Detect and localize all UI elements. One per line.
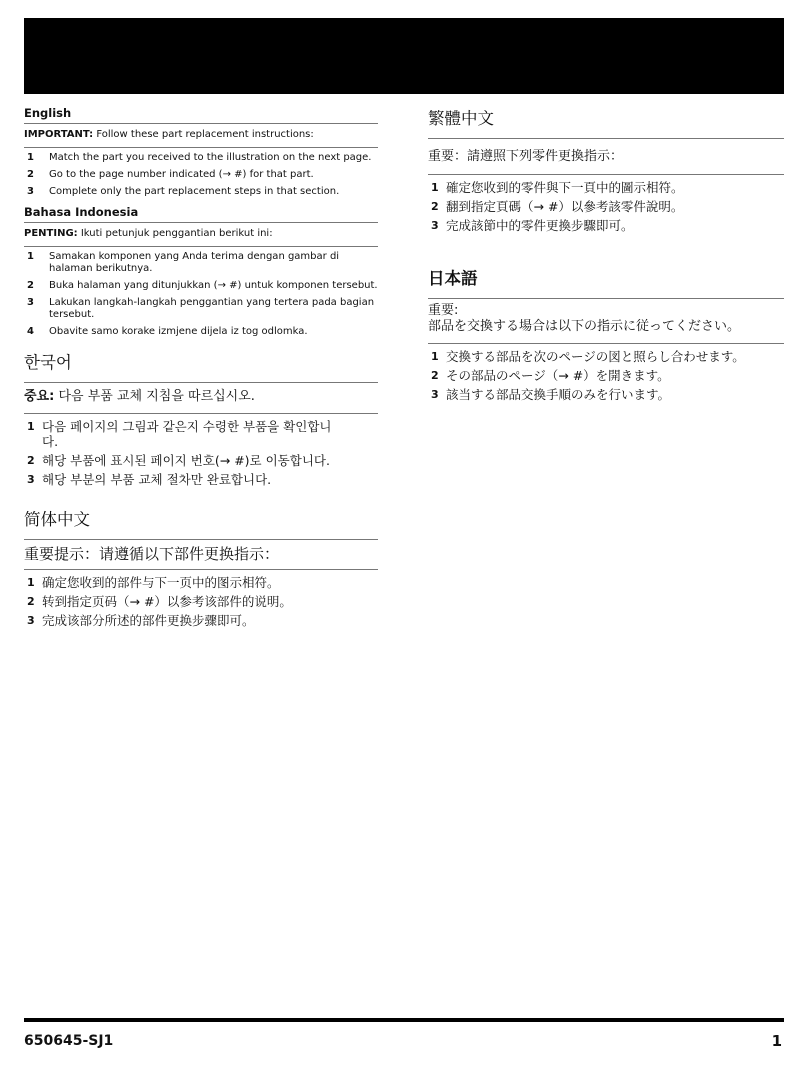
step-text: Samakan komponen yang Anda terima dengan gambar di halaman berikutnya.	[49, 251, 340, 274]
important-text: 部品を交換する場合は以下の指示に従ってください。	[428, 319, 741, 334]
important-notice: 重要提示：请遵循以下部件更换指示：	[24, 540, 378, 570]
right-column	[428, 104, 784, 421]
important-notice	[24, 383, 378, 414]
step-item	[24, 152, 378, 164]
step-item	[24, 186, 378, 198]
step-number: 1	[431, 181, 439, 194]
section-simplified-chinese	[24, 505, 378, 629]
left-column	[24, 104, 378, 647]
step-item	[428, 368, 784, 384]
section-heading: 日本語	[428, 264, 784, 299]
steps-list	[24, 251, 378, 338]
section-english	[24, 104, 378, 198]
step-text: 確定您收到的零件與下一頁中的圖示相符。	[446, 180, 684, 195]
step-text: 該当する部品交換手順のみを行います。	[446, 387, 671, 402]
step-item	[24, 419, 378, 449]
step-item	[24, 280, 378, 292]
step-number: 3	[27, 473, 35, 486]
step-item	[428, 218, 784, 234]
step-item	[24, 297, 378, 321]
section-japanese	[428, 264, 784, 403]
step-number: 1	[27, 420, 35, 433]
important-label: 중요:	[24, 389, 55, 404]
step-text: 确定您收到的部件与下一页中的图示相符。	[42, 575, 280, 590]
step-item	[24, 575, 378, 591]
footer-rule	[24, 1018, 784, 1022]
header-banner	[24, 18, 784, 94]
section-heading: 简体中文	[24, 505, 378, 540]
step-text: 交換する部品を次のページの図と照らし合わせます。	[446, 349, 745, 364]
section-indonesian	[24, 203, 378, 338]
step-item	[24, 169, 378, 181]
step-number: 3	[27, 614, 35, 627]
step-number: 2	[431, 369, 439, 382]
step-number: 3	[431, 388, 439, 401]
step-number: 2	[27, 280, 34, 291]
step-number: 1	[27, 251, 34, 262]
step-item	[24, 326, 378, 338]
document-id: 650645-SJ1	[24, 1033, 114, 1049]
step-item	[24, 251, 378, 275]
important-text: 다음 부품 교체 지침을 따르십시오.	[54, 389, 255, 404]
important-text: Follow these part replacement instructions:	[93, 129, 314, 140]
step-text: 完成该部分所述的部件更换步骤即可。	[42, 613, 255, 628]
important-notice	[24, 124, 378, 148]
steps-list	[428, 180, 784, 234]
step-text: 转到指定页码（→ #）以参考该部件的说明。	[42, 594, 292, 609]
steps-list	[428, 349, 784, 403]
step-number: 2	[27, 454, 35, 467]
step-item	[24, 594, 378, 610]
important-notice	[24, 223, 378, 247]
step-number: 3	[27, 186, 34, 197]
step-text: Lakukan langkah-langkah penggantian yang tertera pada bagian tersebut.	[49, 297, 375, 320]
important-notice: 重要：請遵照下列零件更換指示：	[428, 139, 784, 175]
step-item	[428, 349, 784, 365]
step-number: 2	[431, 200, 439, 213]
step-number: 1	[431, 350, 439, 363]
step-text: 翻到指定頁碼（→ #）以參考該零件說明。	[446, 199, 684, 214]
step-text: 해당 부분의 부품 교체 절차만 완료합니다.	[42, 472, 272, 487]
step-item	[24, 472, 378, 487]
section-korean	[24, 348, 378, 487]
step-item	[24, 613, 378, 629]
important-notice	[428, 299, 784, 344]
section-heading: 한국어	[24, 348, 378, 383]
important-label: 重要:	[428, 303, 459, 318]
steps-list	[24, 419, 378, 487]
section-traditional-chinese	[428, 104, 784, 234]
important-text: Ikuti petunjuk penggantian berikut ini:	[77, 228, 273, 239]
step-number: 3	[27, 297, 34, 308]
section-heading: Bahasa Indonesia	[24, 203, 378, 223]
step-text: その部品のページ（→ #）を開きます。	[446, 368, 670, 383]
step-number: 1	[27, 576, 35, 589]
section-heading: English	[24, 104, 378, 124]
step-item	[428, 199, 784, 215]
step-number: 2	[27, 169, 34, 180]
step-text: Complete only the part replacement steps in that section.	[49, 186, 340, 197]
step-number: 2	[27, 595, 35, 608]
step-text: 完成該節中的零件更換步驟即可。	[446, 218, 634, 233]
steps-list	[24, 152, 378, 198]
step-item	[428, 180, 784, 196]
step-text: Go to the page number indicated (→ #) for that part.	[49, 169, 314, 180]
step-text: 해당 부품에 표시된 페이지 번호(→ #)로 이동합니다.	[42, 453, 330, 468]
section-heading: 繁體中文	[428, 104, 784, 139]
step-number: 4	[27, 326, 34, 337]
step-item	[428, 387, 784, 403]
step-number: 1	[27, 152, 34, 163]
page-number: 1	[771, 1032, 782, 1050]
steps-list	[24, 575, 378, 629]
important-label: IMPORTANT:	[24, 129, 94, 140]
step-item	[24, 453, 378, 468]
important-label: PENTING:	[24, 228, 78, 239]
step-text: Match the part you received to the illustration on the next page.	[49, 152, 372, 163]
step-text: Obavite samo korake izmjene dijela iz tog odlomka.	[49, 326, 308, 337]
step-number: 3	[431, 219, 439, 232]
step-text: Buka halaman yang ditunjukkan (→ #) untuk komponen tersebut.	[49, 280, 378, 291]
step-text: 다음 페이지의 그림과 같은지 수령한 부품을 확인합니다.	[42, 419, 332, 449]
